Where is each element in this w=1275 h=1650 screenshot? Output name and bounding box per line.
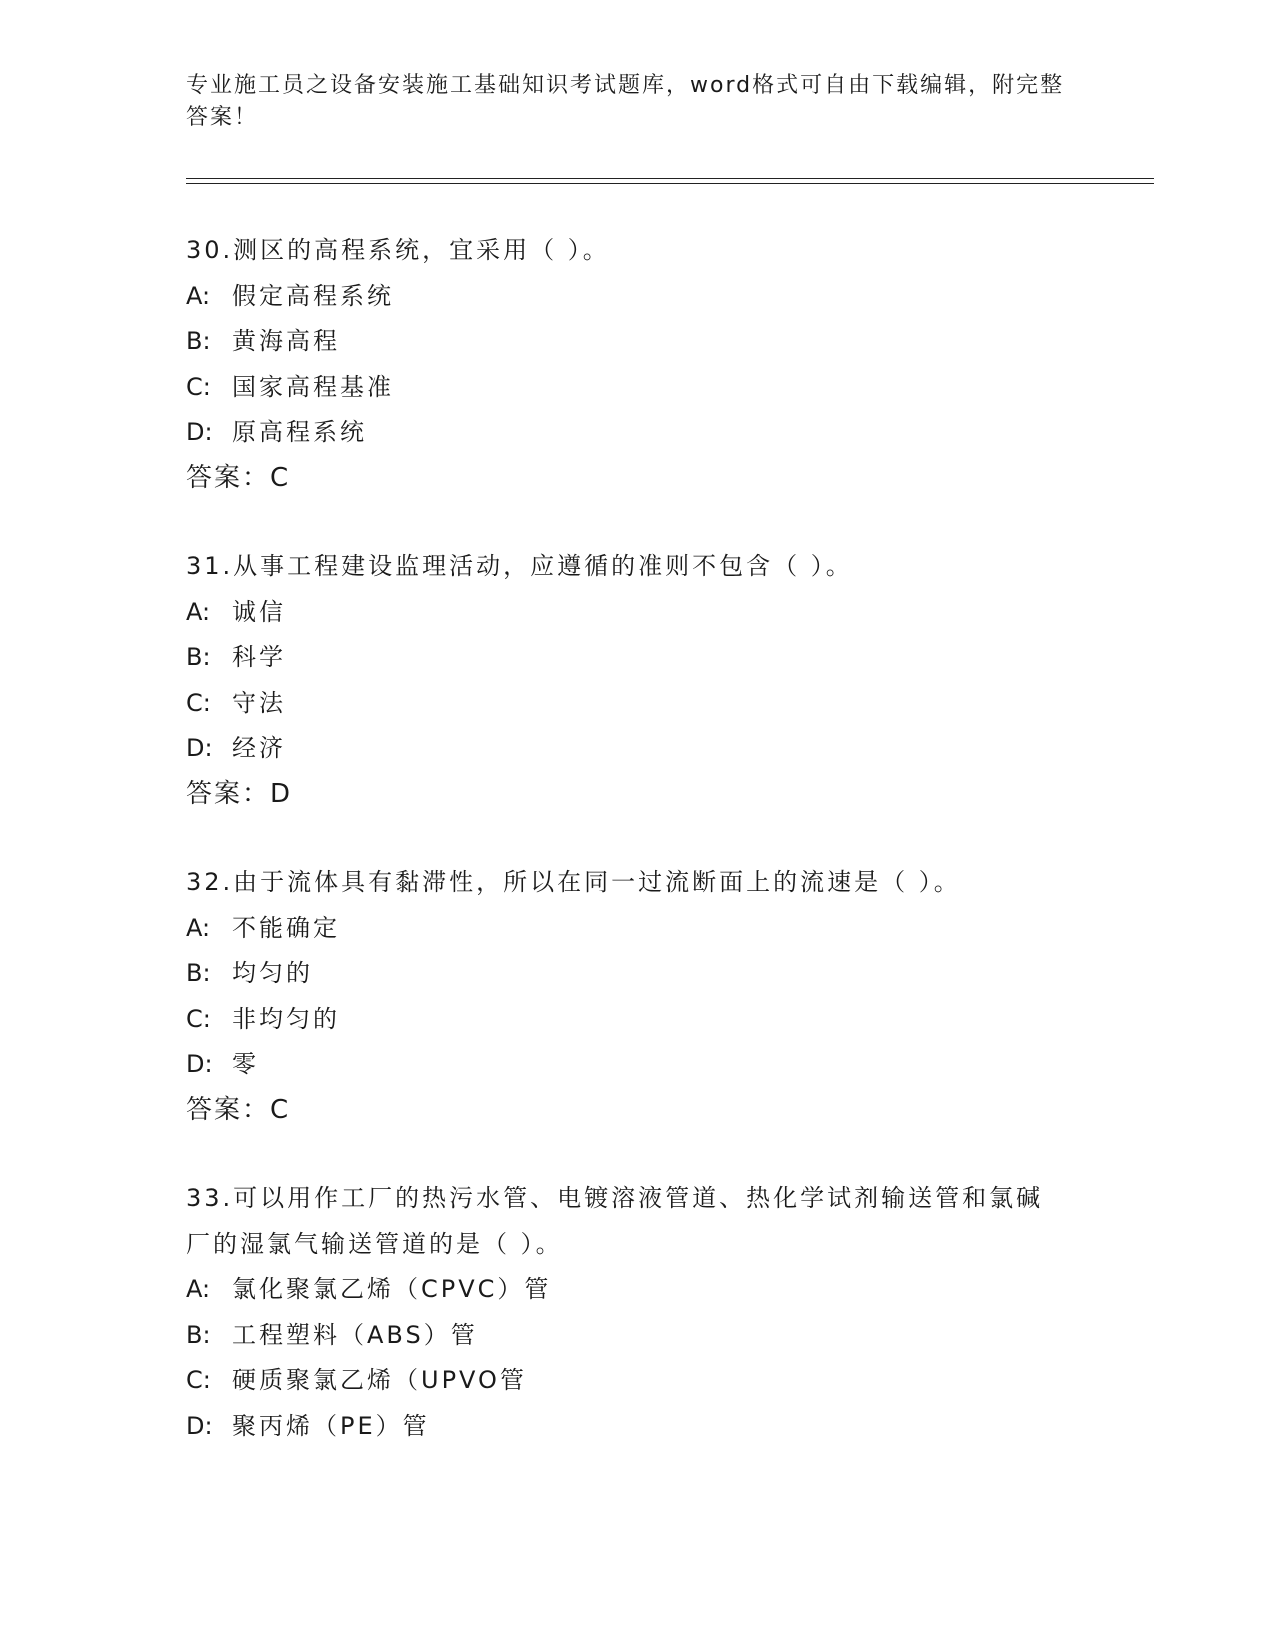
option-text: 科学 — [232, 643, 286, 671]
answer-line — [186, 1088, 1086, 1134]
option-text: 不能确定 — [232, 913, 340, 942]
option-letter: D: — [186, 734, 213, 762]
answer-value: C — [270, 462, 290, 493]
answer-value: C — [270, 1094, 290, 1125]
question-stem: 31.从事工程建设监理活动，应遵循的准则不包含（ ）。 — [186, 552, 853, 580]
option-b — [186, 319, 1086, 365]
option-letter: C: — [186, 688, 211, 717]
option-c — [186, 365, 1086, 411]
option-a — [186, 1267, 1066, 1313]
option-text: 均匀的 — [232, 959, 313, 987]
question-31 — [186, 544, 1086, 817]
option-text: 工程塑料（ABS）管 — [232, 1320, 478, 1349]
option-letter: A: — [186, 1275, 211, 1303]
option-text: 聚丙烯（PE）管 — [232, 1411, 430, 1440]
question-32 — [186, 860, 1086, 1133]
option-text: 原高程系统 — [232, 418, 367, 446]
option-b — [186, 635, 1086, 681]
option-c — [186, 681, 1086, 727]
option-b — [186, 951, 1086, 997]
option-letter: D: — [186, 1050, 213, 1078]
option-text: 诚信 — [232, 597, 286, 626]
option-letter: A: — [186, 913, 211, 942]
option-text: 非均匀的 — [232, 1004, 340, 1033]
option-letter: B: — [186, 1320, 211, 1349]
option-d — [186, 726, 1086, 772]
option-c — [186, 997, 1086, 1043]
option-letter: B: — [186, 643, 211, 671]
answer-line — [186, 456, 1086, 502]
question-33 — [186, 1176, 1066, 1449]
question-30 — [186, 228, 1086, 501]
answer-label: 答案： — [186, 462, 271, 493]
option-b — [186, 1313, 1066, 1359]
question-stem: 32.由于流体具有黏滞性，所以在同一过流断面上的流速是（ ）。 — [186, 868, 961, 896]
option-a — [186, 274, 1086, 320]
option-a — [186, 590, 1086, 636]
header-divider-bottom — [186, 183, 1154, 184]
option-letter: C: — [186, 1366, 211, 1394]
header-divider-top — [186, 178, 1154, 179]
option-letter: A: — [186, 281, 211, 310]
option-letter: D: — [186, 418, 213, 446]
option-letter: B: — [186, 959, 211, 987]
answer-line — [186, 772, 1086, 818]
option-text: 硬质聚氯乙烯（UPVO管 — [232, 1366, 527, 1394]
question-stem: 33.可以用作工厂的热污水管、电镀溶液管道、热化学试剂输送管和氯碱厂的湿氯气输送管道的是（ ）。 — [186, 1184, 1044, 1258]
answer-value: D — [270, 778, 292, 809]
option-letter: D: — [186, 1411, 213, 1440]
option-c — [186, 1358, 1066, 1404]
option-text: 国家高程基准 — [232, 372, 394, 401]
option-d — [186, 410, 1086, 456]
option-letter: C: — [186, 1004, 211, 1033]
option-letter: B: — [186, 327, 211, 355]
option-letter: C: — [186, 372, 211, 401]
option-text: 守法 — [232, 688, 286, 717]
option-letter: A: — [186, 597, 211, 626]
option-text: 经济 — [232, 734, 286, 762]
option-d — [186, 1404, 1066, 1450]
option-d — [186, 1042, 1086, 1088]
option-a — [186, 906, 1086, 952]
option-text: 假定高程系统 — [232, 281, 394, 310]
option-text: 零 — [232, 1050, 259, 1078]
option-text: 黄海高程 — [232, 327, 340, 355]
option-text: 氯化聚氯乙烯（CPVC）管 — [232, 1275, 552, 1303]
answer-label: 答案： — [186, 1094, 271, 1125]
question-stem: 30.测区的高程系统，宜采用（ ）。 — [186, 236, 610, 264]
answer-label: 答案： — [186, 778, 271, 809]
document-header: 专业施工员之设备安装施工基础知识考试题库，word格式可自由下载编辑，附完整答案！ — [186, 73, 1065, 130]
